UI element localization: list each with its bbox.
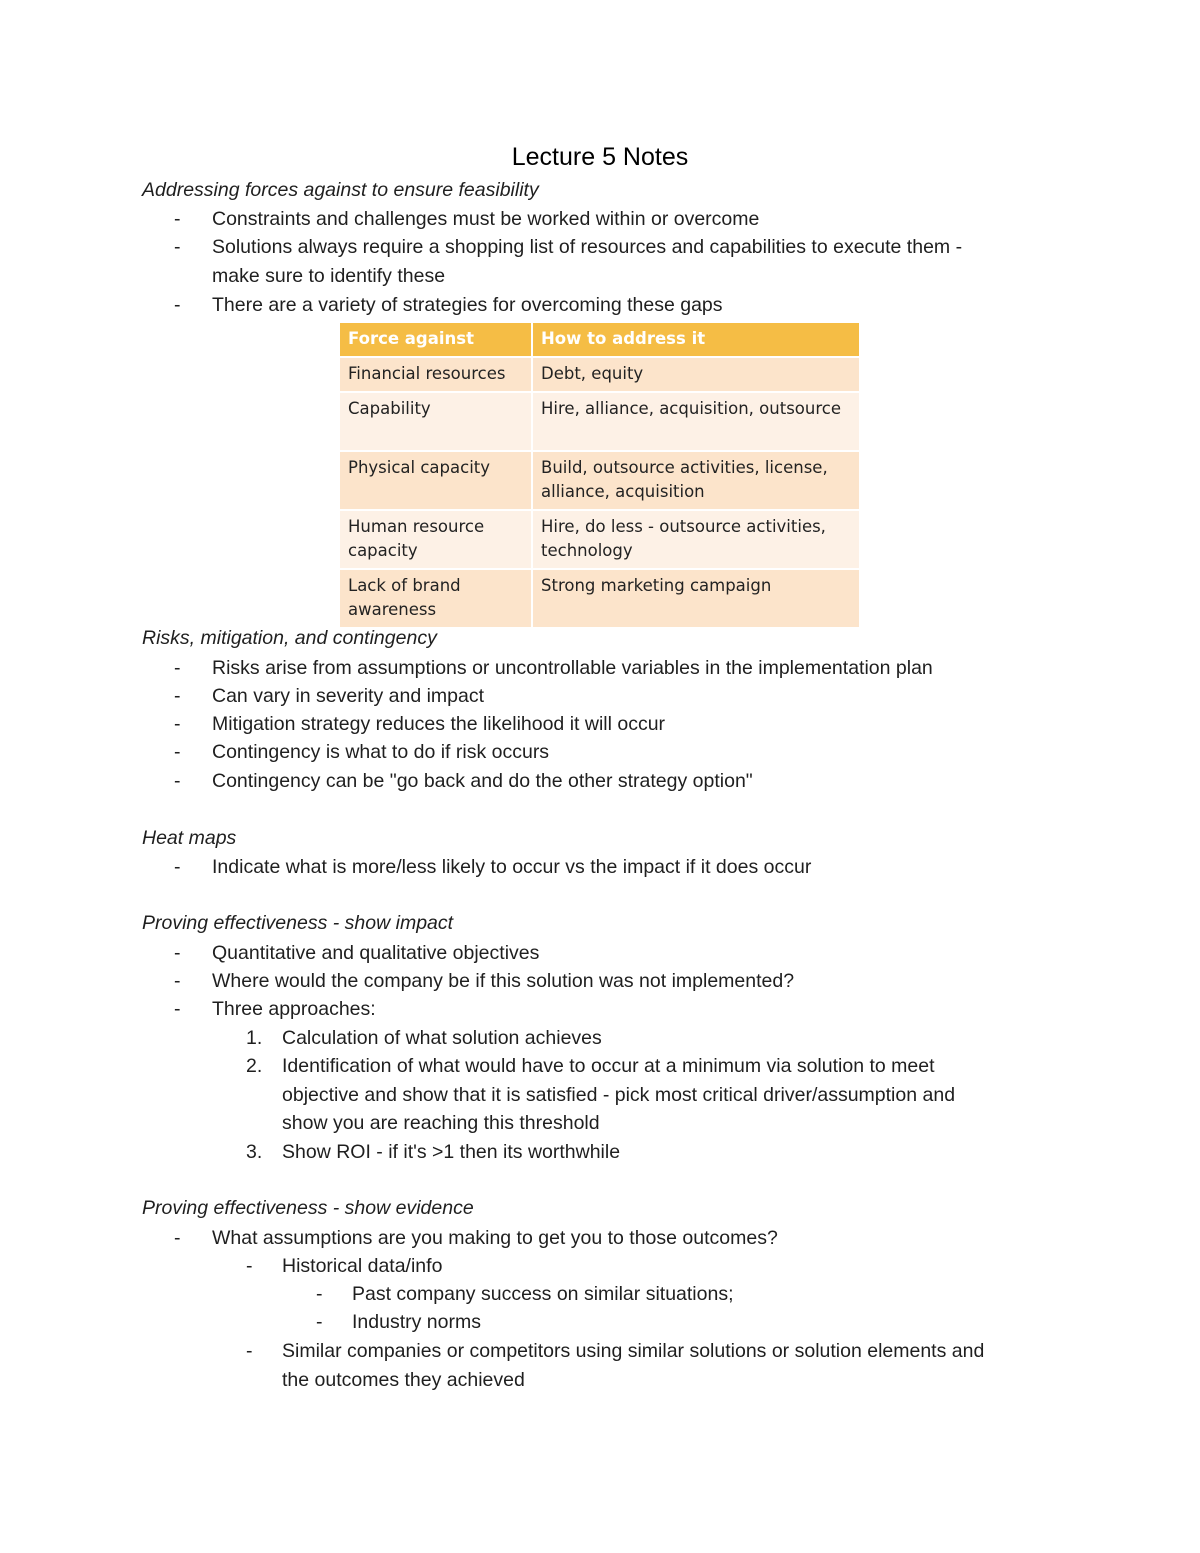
table-header-cell: Force against bbox=[340, 323, 532, 357]
numbered-item: Identification of what would have to occur at a minimum via solution to meet bbox=[282, 1055, 935, 1077]
list-item: Mitigation strategy reduces the likelihood it will occur bbox=[212, 713, 666, 735]
numbered-item-continuation: show you are reaching this threshold bbox=[282, 1112, 600, 1134]
list-item: Contingency can be "go back and do the other strategy option" bbox=[212, 770, 753, 792]
list-number: 2. bbox=[246, 1055, 263, 1077]
table-cell: Hire, do less - outsource activities, technology bbox=[532, 510, 860, 569]
table-row bbox=[340, 451, 860, 510]
sub-list-item: Similar companies or competitors using similar solutions or solution elements and bbox=[282, 1340, 985, 1362]
bullet-dash: - bbox=[316, 1283, 323, 1305]
bullet-dash: - bbox=[246, 1340, 253, 1362]
page-title: Lecture 5 Notes bbox=[511, 143, 689, 171]
section-heading-show-evidence: Proving effectiveness - show evidence bbox=[142, 1197, 474, 1219]
forces-table bbox=[340, 323, 861, 629]
bullet-dash: - bbox=[174, 1227, 181, 1249]
sub-list-item: Historical data/info bbox=[282, 1255, 443, 1277]
bullet-dash: - bbox=[174, 770, 181, 792]
list-item: What assumptions are you making to get you to those outcomes? bbox=[212, 1227, 778, 1249]
list-item: Can vary in severity and impact bbox=[212, 685, 485, 707]
bullet-dash: - bbox=[174, 856, 181, 878]
section-heading-show-impact: Proving effectiveness - show impact bbox=[142, 912, 454, 934]
bullet-dash: - bbox=[174, 685, 181, 707]
list-item: Solutions always require a shopping list of resources and capabilities to execute them - bbox=[212, 236, 963, 258]
section-heading-risks: Risks, mitigation, and contingency bbox=[142, 627, 437, 649]
table-cell: Capability bbox=[340, 392, 532, 451]
list-item: There are a variety of strategies for overcoming these gaps bbox=[212, 294, 723, 316]
numbered-item: Show ROI - if it's >1 then its worthwhile bbox=[282, 1141, 621, 1163]
table-row bbox=[340, 569, 860, 628]
sub-sub-list-item: Industry norms bbox=[352, 1311, 481, 1333]
bullet-dash: - bbox=[174, 970, 181, 992]
list-number: 3. bbox=[246, 1141, 263, 1163]
bullet-dash: - bbox=[174, 208, 181, 230]
list-item-continuation: make sure to identify these bbox=[212, 265, 446, 287]
bullet-dash: - bbox=[174, 942, 181, 964]
table-header-row bbox=[340, 323, 860, 357]
sub-list-item-continuation: the outcomes they achieved bbox=[282, 1369, 525, 1391]
bullet-dash: - bbox=[174, 998, 181, 1020]
list-item: Quantitative and qualitative objectives bbox=[212, 942, 540, 964]
section-heading-feasibility: Addressing forces against to ensure feasibility bbox=[142, 179, 539, 201]
list-item: Contingency is what to do if risk occurs bbox=[212, 741, 550, 763]
table-cell: Strong marketing campaign bbox=[532, 569, 860, 628]
table-cell: Financial resources bbox=[340, 357, 532, 392]
list-item: Risks arise from assumptions or uncontrollable variables in the implementation plan bbox=[212, 657, 933, 679]
table-cell: Human resource capacity bbox=[340, 510, 532, 569]
bullet-dash: - bbox=[174, 236, 181, 258]
list-item: Where would the company be if this solution was not implemented? bbox=[212, 970, 795, 992]
table-header-cell: How to address it bbox=[532, 323, 860, 357]
numbered-item: Calculation of what solution achieves bbox=[282, 1027, 602, 1049]
bullet-dash: - bbox=[174, 294, 181, 316]
list-item: Constraints and challenges must be worked within or overcome bbox=[212, 208, 760, 230]
list-number: 1. bbox=[246, 1027, 263, 1049]
numbered-item-continuation: objective and show that it is satisfied - pick most critical driver/assumption and bbox=[282, 1084, 956, 1106]
bullet-dash: - bbox=[174, 713, 181, 735]
table-cell: Lack of brand awareness bbox=[340, 569, 532, 628]
table-row bbox=[340, 357, 860, 392]
table-cell: Debt, equity bbox=[532, 357, 860, 392]
table-row bbox=[340, 510, 860, 569]
list-item: Indicate what is more/less likely to occur vs the impact if it does occur bbox=[212, 856, 812, 878]
table-cell: Build, outsource activities, license, alliance, acquisition bbox=[532, 451, 860, 510]
bullet-dash: - bbox=[174, 657, 181, 679]
table-cell: Physical capacity bbox=[340, 451, 532, 510]
section-heading-heat-maps: Heat maps bbox=[142, 827, 237, 849]
bullet-dash: - bbox=[316, 1311, 323, 1333]
table-row bbox=[340, 392, 860, 451]
list-item: Three approaches: bbox=[212, 998, 376, 1020]
bullet-dash: - bbox=[174, 741, 181, 763]
table-cell: Hire, alliance, acquisition, outsource bbox=[532, 392, 860, 451]
sub-sub-list-item: Past company success on similar situations; bbox=[352, 1283, 734, 1305]
bullet-dash: - bbox=[246, 1255, 253, 1277]
